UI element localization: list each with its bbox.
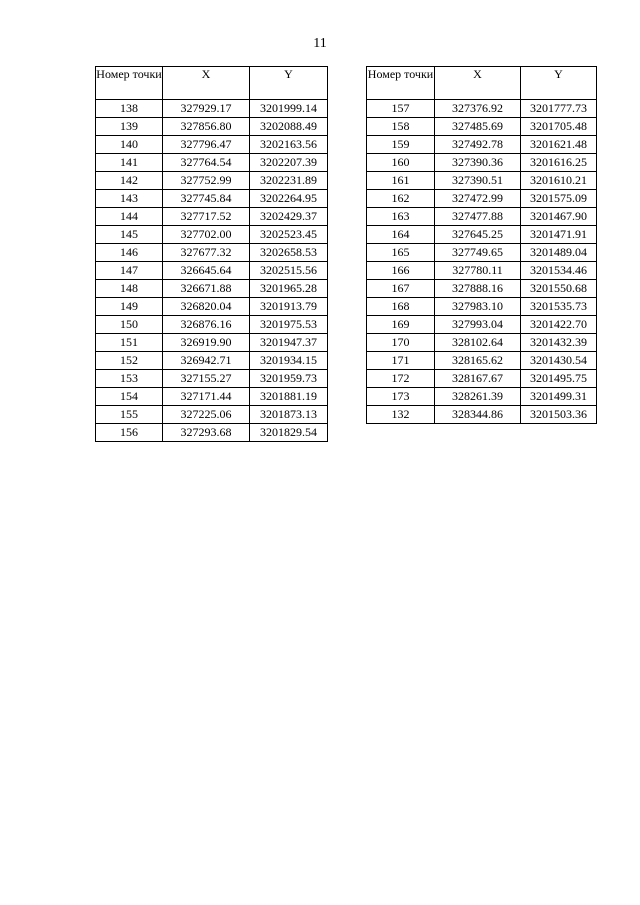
- y-coordinate-cell: 3201430.54: [521, 352, 597, 370]
- table-row: [96, 316, 328, 334]
- table-row: [367, 208, 597, 226]
- y-coordinate-cell: 3201881.19: [250, 388, 328, 406]
- y-coordinate-cell: 3202163.56: [250, 136, 328, 154]
- point-number-cell: 160: [367, 154, 435, 172]
- point-number-cell: 148: [96, 280, 163, 298]
- x-coordinate-cell: 326820.04: [163, 298, 250, 316]
- x-coordinate-cell: 327702.00: [163, 226, 250, 244]
- point-number-cell: 155: [96, 406, 163, 424]
- y-coordinate-cell: 3201471.91: [521, 226, 597, 244]
- table-row: [96, 262, 328, 280]
- table-row: [96, 352, 328, 370]
- x-coordinate-cell: 328261.39: [435, 388, 521, 406]
- point-number-cell: 149: [96, 298, 163, 316]
- table-row: [367, 316, 597, 334]
- x-coordinate-cell: 327983.10: [435, 298, 521, 316]
- y-coordinate-cell: 3202231.89: [250, 172, 328, 190]
- header-point-number: Номер точки: [367, 67, 435, 100]
- y-coordinate-cell: 3201873.13: [250, 406, 328, 424]
- table-row: [367, 406, 597, 424]
- x-coordinate-cell: 327645.25: [435, 226, 521, 244]
- y-coordinate-cell: 3201959.73: [250, 370, 328, 388]
- x-coordinate-cell: 328344.86: [435, 406, 521, 424]
- point-number-cell: 154: [96, 388, 163, 406]
- table-row: [367, 280, 597, 298]
- x-coordinate-cell: 327390.51: [435, 172, 521, 190]
- y-coordinate-cell: 3202658.53: [250, 244, 328, 262]
- table-row: [96, 190, 328, 208]
- point-number-cell: 157: [367, 100, 435, 118]
- header-point-number: Номер точки: [96, 67, 163, 100]
- x-coordinate-cell: 328102.64: [435, 334, 521, 352]
- x-coordinate-cell: 327856.80: [163, 118, 250, 136]
- x-coordinate-cell: 327752.99: [163, 172, 250, 190]
- table-row: [367, 118, 597, 136]
- point-number-cell: 145: [96, 226, 163, 244]
- table-header-row: [367, 67, 597, 100]
- table-row: [96, 100, 328, 118]
- y-coordinate-cell: 3202088.49: [250, 118, 328, 136]
- point-number-cell: 150: [96, 316, 163, 334]
- y-coordinate-cell: 3201467.90: [521, 208, 597, 226]
- y-coordinate-cell: 3201999.14: [250, 100, 328, 118]
- point-number-cell: 156: [96, 424, 163, 442]
- y-coordinate-cell: 3201777.73: [521, 100, 597, 118]
- point-number-cell: 163: [367, 208, 435, 226]
- table-row: [367, 388, 597, 406]
- x-coordinate-cell: 327780.11: [435, 262, 521, 280]
- table-row: [96, 298, 328, 316]
- table-row: [367, 262, 597, 280]
- x-coordinate-cell: 327225.06: [163, 406, 250, 424]
- point-number-cell: 138: [96, 100, 163, 118]
- y-coordinate-cell: 3201489.04: [521, 244, 597, 262]
- table-row: [367, 244, 597, 262]
- x-coordinate-cell: 327485.69: [435, 118, 521, 136]
- table-row: [96, 280, 328, 298]
- x-coordinate-cell: 327749.65: [435, 244, 521, 262]
- y-coordinate-cell: 3201975.53: [250, 316, 328, 334]
- y-coordinate-cell: 3201534.46: [521, 262, 597, 280]
- point-number-cell: 161: [367, 172, 435, 190]
- point-number-cell: 151: [96, 334, 163, 352]
- y-coordinate-cell: 3201535.73: [521, 298, 597, 316]
- header-x: X: [435, 67, 521, 100]
- point-number-cell: 147: [96, 262, 163, 280]
- table-row: [367, 136, 597, 154]
- x-coordinate-cell: 328165.62: [435, 352, 521, 370]
- table-row: [96, 424, 328, 442]
- table-row: [96, 370, 328, 388]
- point-number-cell: 173: [367, 388, 435, 406]
- x-coordinate-cell: 328167.67: [435, 370, 521, 388]
- point-number-cell: 165: [367, 244, 435, 262]
- point-number-cell: 167: [367, 280, 435, 298]
- y-coordinate-cell: 3201829.54: [250, 424, 328, 442]
- table-row: [367, 226, 597, 244]
- y-coordinate-cell: 3202264.95: [250, 190, 328, 208]
- table-row: [367, 172, 597, 190]
- page-number: 11: [313, 36, 327, 51]
- point-number-cell: 139: [96, 118, 163, 136]
- point-number-cell: 142: [96, 172, 163, 190]
- x-coordinate-cell: 327390.36: [435, 154, 521, 172]
- header-y: Y: [250, 67, 328, 100]
- x-coordinate-cell: 327492.78: [435, 136, 521, 154]
- y-coordinate-cell: 3202523.45: [250, 226, 328, 244]
- table-row: [367, 154, 597, 172]
- x-coordinate-cell: 327293.68: [163, 424, 250, 442]
- table-row: [96, 244, 328, 262]
- x-coordinate-cell: 327155.27: [163, 370, 250, 388]
- point-number-cell: 159: [367, 136, 435, 154]
- header-y: Y: [521, 67, 597, 100]
- y-coordinate-cell: 3201575.09: [521, 190, 597, 208]
- y-coordinate-cell: 3201422.70: [521, 316, 597, 334]
- point-number-cell: 152: [96, 352, 163, 370]
- y-coordinate-cell: 3201621.48: [521, 136, 597, 154]
- point-number-cell: 158: [367, 118, 435, 136]
- x-coordinate-cell: 327717.52: [163, 208, 250, 226]
- point-number-cell: 172: [367, 370, 435, 388]
- y-coordinate-cell: 3201432.39: [521, 334, 597, 352]
- table-row: [96, 136, 328, 154]
- y-coordinate-cell: 3201503.36: [521, 406, 597, 424]
- table-row: [96, 208, 328, 226]
- point-number-cell: 170: [367, 334, 435, 352]
- point-number-cell: 153: [96, 370, 163, 388]
- x-coordinate-cell: 327764.54: [163, 154, 250, 172]
- x-coordinate-cell: 327993.04: [435, 316, 521, 334]
- y-coordinate-cell: 3201550.68: [521, 280, 597, 298]
- point-number-cell: 141: [96, 154, 163, 172]
- x-coordinate-cell: 327888.16: [435, 280, 521, 298]
- y-coordinate-cell: 3201495.75: [521, 370, 597, 388]
- x-coordinate-cell: 327376.92: [435, 100, 521, 118]
- point-number-cell: 143: [96, 190, 163, 208]
- x-coordinate-cell: 327677.32: [163, 244, 250, 262]
- table-row: [96, 118, 328, 136]
- table-row: [367, 298, 597, 316]
- table-row: [96, 388, 328, 406]
- x-coordinate-cell: 327171.44: [163, 388, 250, 406]
- y-coordinate-cell: 3202429.37: [250, 208, 328, 226]
- x-coordinate-cell: 327472.99: [435, 190, 521, 208]
- table-row: [367, 100, 597, 118]
- table-row: [96, 172, 328, 190]
- y-coordinate-cell: 3201934.15: [250, 352, 328, 370]
- x-coordinate-cell: 327477.88: [435, 208, 521, 226]
- y-coordinate-cell: 3201913.79: [250, 298, 328, 316]
- x-coordinate-cell: 327929.17: [163, 100, 250, 118]
- point-number-cell: 169: [367, 316, 435, 334]
- x-coordinate-cell: 327745.84: [163, 190, 250, 208]
- y-coordinate-cell: 3201965.28: [250, 280, 328, 298]
- y-coordinate-cell: 3201947.37: [250, 334, 328, 352]
- y-coordinate-cell: 3201616.25: [521, 154, 597, 172]
- x-coordinate-cell: 326919.90: [163, 334, 250, 352]
- table-row: [367, 370, 597, 388]
- point-number-cell: 171: [367, 352, 435, 370]
- coordinates-table-left: [95, 66, 328, 442]
- x-coordinate-cell: 326876.16: [163, 316, 250, 334]
- table-row: [96, 154, 328, 172]
- table-row: [367, 352, 597, 370]
- header-x: X: [163, 67, 250, 100]
- y-coordinate-cell: 3202207.39: [250, 154, 328, 172]
- point-number-cell: 144: [96, 208, 163, 226]
- x-coordinate-cell: 327796.47: [163, 136, 250, 154]
- point-number-cell: 146: [96, 244, 163, 262]
- table-row: [96, 226, 328, 244]
- point-number-cell: 166: [367, 262, 435, 280]
- coordinates-table-right: [366, 66, 597, 424]
- y-coordinate-cell: 3201610.21: [521, 172, 597, 190]
- table-row: [367, 190, 597, 208]
- point-number-cell: 164: [367, 226, 435, 244]
- x-coordinate-cell: 326671.88: [163, 280, 250, 298]
- table-row: [367, 334, 597, 352]
- point-number-cell: 168: [367, 298, 435, 316]
- y-coordinate-cell: 3202515.56: [250, 262, 328, 280]
- point-number-cell: 140: [96, 136, 163, 154]
- table-row: [96, 406, 328, 424]
- table-header-row: [96, 67, 328, 100]
- point-number-cell: 132: [367, 406, 435, 424]
- point-number-cell: 162: [367, 190, 435, 208]
- x-coordinate-cell: 326645.64: [163, 262, 250, 280]
- y-coordinate-cell: 3201705.48: [521, 118, 597, 136]
- table-row: [96, 334, 328, 352]
- x-coordinate-cell: 326942.71: [163, 352, 250, 370]
- y-coordinate-cell: 3201499.31: [521, 388, 597, 406]
